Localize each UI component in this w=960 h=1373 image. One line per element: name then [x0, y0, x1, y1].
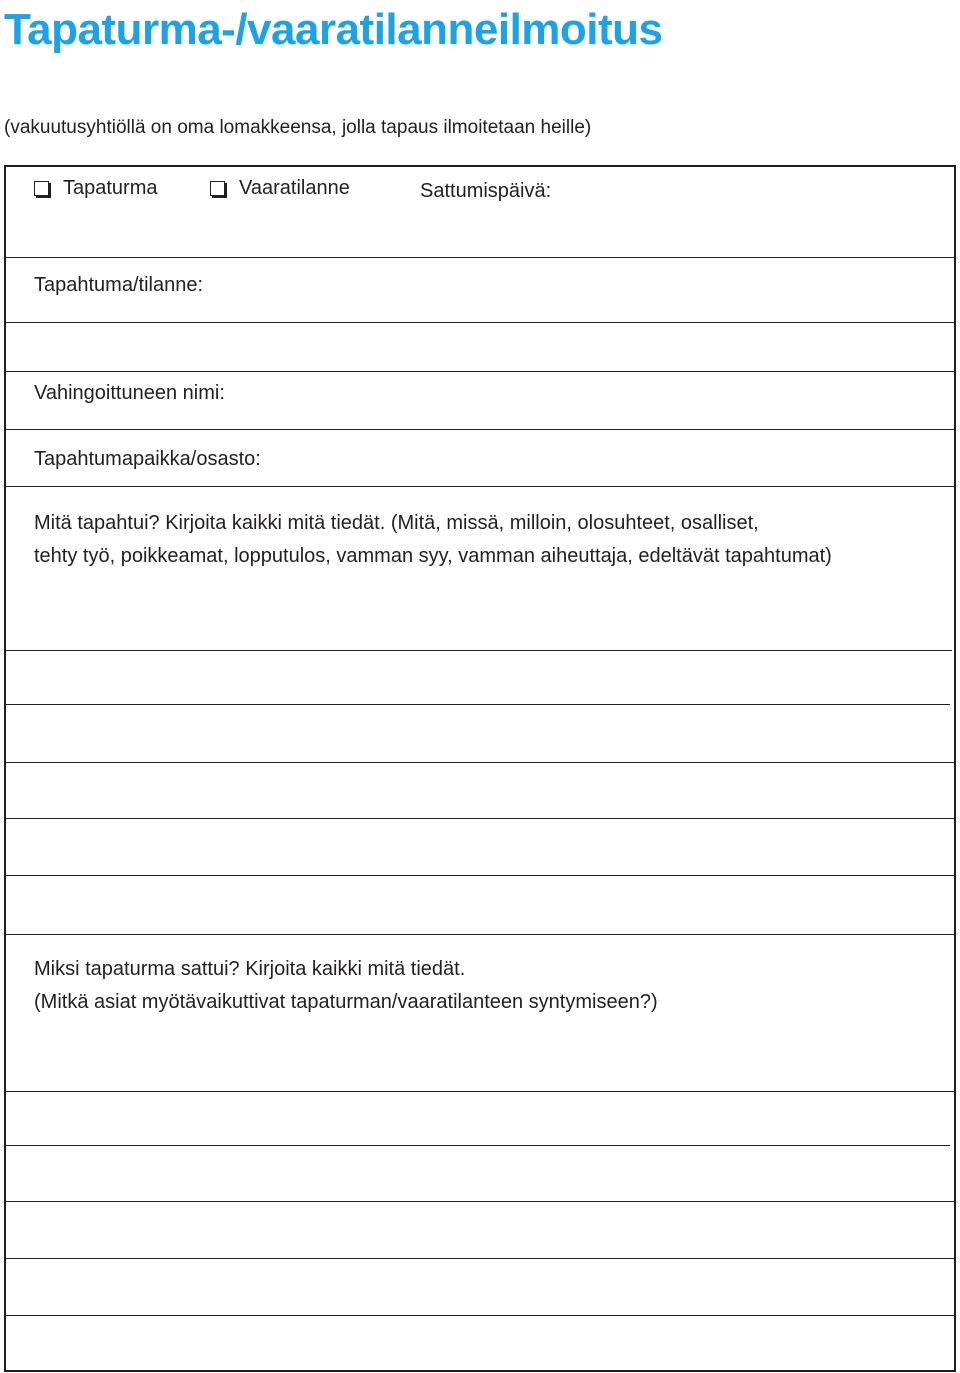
writing-line — [6, 1201, 954, 1202]
writing-line — [6, 818, 954, 819]
writing-line — [6, 1315, 954, 1316]
why-happened-line-2: (Mitkä asiat myötävaikuttivat tapaturman/vaaratilanteen syntymiseen?) — [34, 991, 658, 1013]
row-divider — [6, 429, 954, 430]
writing-line — [6, 762, 954, 763]
form-title: Tapaturma-/vaaratilanneilmoitus — [4, 5, 663, 54]
event-label: Tapahtuma/tilanne: — [34, 274, 204, 296]
row-divider — [6, 257, 954, 258]
writing-line — [6, 1091, 954, 1092]
row-divider — [6, 486, 954, 487]
row-divider — [6, 934, 954, 935]
what-happened-line-1: Mitä tapahtui? Kirjoita kaikki mitä tiedät. (Mitä, missä, milloin, olosuhteet, osalliset, — [34, 512, 759, 534]
report-form — [4, 165, 956, 1372]
what-happened-instructions — [34, 507, 832, 573]
checkbox-square-icon[interactable] — [34, 181, 49, 196]
form-subtitle: (vakuutusyhtiöllä on oma lomakkeensa, jolla tapaus ilmoitetaan heille) — [4, 117, 592, 138]
checkbox-label: Tapaturma — [63, 177, 158, 199]
injured-name-label: Vahingoittuneen nimi: — [34, 382, 225, 404]
writing-line — [6, 704, 950, 705]
why-happened-line-1: Miksi tapaturma sattui? Kirjoita kaikki mitä tiedät. — [34, 958, 466, 980]
checkbox-vaaratilanne[interactable] — [210, 177, 350, 200]
checkbox-label: Vaaratilanne — [239, 177, 350, 199]
writing-line — [6, 650, 952, 651]
writing-line — [6, 1258, 954, 1259]
row-divider — [6, 322, 954, 323]
why-happened-instructions — [34, 953, 658, 1019]
what-happened-line-2: tehty työ, poikkeamat, lopputulos, vamman syy, vamman aiheuttaja, edeltävät tapahtumat) — [34, 545, 832, 567]
writing-line — [6, 875, 954, 876]
location-label: Tapahtumapaikka/osasto: — [34, 448, 261, 470]
checkbox-square-icon[interactable] — [210, 181, 225, 196]
checkbox-tapaturma[interactable] — [34, 177, 158, 200]
date-label: Sattumispäivä: — [420, 180, 552, 202]
row-divider — [6, 371, 954, 372]
writing-line — [6, 1145, 950, 1146]
